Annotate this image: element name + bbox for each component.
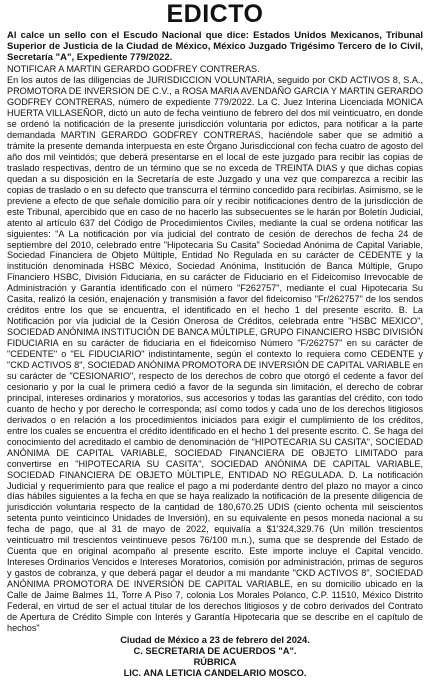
- body-paragraph: En los autos de las diligencias de JURISDICCION VOLUNTARIA, seguido por CKD ACTIVOS 8, S.A., PROMOTORA DE INVERSION DE C.V., a ROSA MARIA AVENDAÑO GARCIA Y MARTIN GERARDO GODFREY CONTRERAS, número de expediente 779/2022. La C. Juez Interina Licenciada MONICA HUERTA VILLASEÑOR, dictó un auto de fecha veintiuno de febrero del dos mil veinticuatro, en donde se ordenó la notificación de la presente jurisdicción voluntaria por edictos, para notificar a la parte demandada MARTIN GERARDO GODFREY CONTRERAS, haciéndole saber que se admitió a trámite la presente demanda interpuesta en este Órgano Jurisdiccional con fecha cuatro de agosto del año dos mil veintidós; que deberá presentarse en el local de este juzgado para recibir las copias de traslado respectivas, dentro de un término que se no exceda de TREINTA DIAS y que dichas copias quedan a su disposición en la Secretaría de este Juzgado y una vez que comparezca a recibir las copias de traslado o en su defecto que transcurra el término concedido para recibirlas. Asimismo, se le previene a efecto de que señale domicilio para oír y recibir notificaciones dentro de la jurisdicción de este Tribunal, apercibido que en caso de no hacerlo las subsecuentes se le harán por Boletín Judicial, atento al artículo 637 del Código de Procedimientos Civiles, mediante la cual se ordena notificar las siguientes: "A La notificación por vía judicial del contrato de cesión de derechos de fecha 24 de septiembre del 2010, celebrado entre "Hipotecaria Su Casita" Sociedad Anónima de Capital Variable, Sociedad Financiera de Objeto Múltiple, Entidad No Regulada en su carácter de CEDENTE y la institución denominada HSBC México, Sociedad Anónima, Institución de Banca Múltiple, Grupo Financiero HSBC, División Fiduciaria, en su carácter de Fiduciario en el Fideicomiso Irrevocable de Administración y Garantía identificado con el número "F262757", mediante el cual Hipotecaria Su Casita, realizó la cesión, enajenación y transmisión a favor del fideicomiso "Fr/262757" de los sendos créditos entre los que se encuentra, el identificado en el hecho 1 del presente escrito. B. La Notificación por vía judicial de la Cesión Onerosa de Créditos, celebrada entre "HSBC MEXICO", SOCIEDAD ANÓNIMA INSTITUCIÓN DE BANCA MÚLTIPLE, GRUPO FINANCIERO HSBC DIVISIÓN FIDUCIARIA en su carácter de fiduciaria en el fideicomiso Número "F/262757" en su carácter de "CEDENTE" o "EL FIDUCIARIO" indistintamente, según el contexto lo requiera como CEDENTE y "CKD ACTIVOS 8", SOCIEDAD ANÓNIMA PROMOTORA DE INVERSIÓN DE CAPITAL VARIABLE en su carácter de "CESIONARIO", respecto de los derechos de cobro que otorgó el cedente a favor del cesionario y por la cual le primera cedió a favor de la segunda sin limitación, el derecho de cobrar principal, intereses ordinarios y moratorios, sus accesorios y todas las garantías del crédito, con todo cuanto de hecho y por derecho le corresponda; así como todos y cada uno de los derechos litigiosos derivados o en relación a los procedimientos iniciados para exigir el cumplimiento de los créditos, entre los cuales se encuentra el crédito identificado en el hecho 1 del presente escrito. C. Se haga del conocimiento del acreditado el cambio de denominación de "HIPOTECARIA SU CASITA", SOCIEDAD ANÓNIMA DE CAPITAL VARIABLE, SOCIEDAD FINANCIERA DE OBJETO LIMITADO para convertirse en "HIPOTECARIA SU CASITA", SOCIEDAD ANÓNIMA DE CAPITAL VARIABLE, SOCIEDAD FINANCIERA DE OBJETO MÚLTIPLE, ENTIDAD NO REGULADA. D. La notificación Judicial y requerimiento para que realice el pago a mi poderdante dentro del plazo no mayor a cinco días hábiles siguientes a la fecha en que se haya realizado la notificación de la presente diligencia de jurisdicción voluntaria respecto de la cantidad de 180,670.25 UDIS (ciento ochenta mil seiscientos setenta punto veinticinco Unidades de Inversión), en su equivalente en pesos moneda nacional a su fecha de pago, que al 31 de mayo de 2022, equivalía a $1'324,329.76 (Un millón trescientos veinticuatro mil trescientos veintinueve pesos 76/100 m.n.), suma que se desprende del Estado de Cuenta que en original acompaño al presente escrito. Este importe incluye el Capital vencido. Intereses Ordinarios Vencidos e Intereses Moratorios, comisión por administración, primas de seguros y gastos de cobranza, y que deberá pagar el deudor a mi mandante "CKD ACTIVOS 8", SOCIEDAD ANÓNIMA PROMOTORA DE INVERSIÓN DE CAPITAL VARIABLE, en su domicilio ubicado en la Calle de Jaime Balmes 11, Torre A Piso 7, colonia Los Morales Polanco, C.P. 11510, México Distrito Federal, en virtud de ser el actual titular de los derechos litigiosos y de cobro derivados del Contrato de Apertura de Crédito Simple con Interés y Garantía Hipotecaria que se describe en el capítulo de hechos": [7, 75, 423, 633]
- notify-line: NOTIFICAR A MARTIN GERARDO GODFREY CONTRERAS.: [7, 64, 260, 75]
- signature-block: [7, 635, 423, 680]
- edict-title: EDICTO: [166, 0, 264, 28]
- place-date: Ciudad de México a 23 de febrero del 2024.: [120, 634, 310, 645]
- seal-description: Al calce un sello con el Escudo Nacional que dice: Estados Unidos Mexicanos, Tribunal Superior de Justicia de la Ciudad de México, México Juzgado Trigésimo Tercero de lo Civil, Secretaría "A", Expediente 779/2022.: [7, 30, 423, 64]
- signer-name: LIC. ANA LETICIA CANDELARIO MOSCO.: [123, 668, 307, 679]
- office-title: C. SECRETARIA DE ACUERDOS "A".: [133, 646, 297, 657]
- edict-page: [7, 1, 423, 685]
- signature-note: RÚBRICA: [193, 657, 237, 668]
- edict-body: [7, 64, 423, 634]
